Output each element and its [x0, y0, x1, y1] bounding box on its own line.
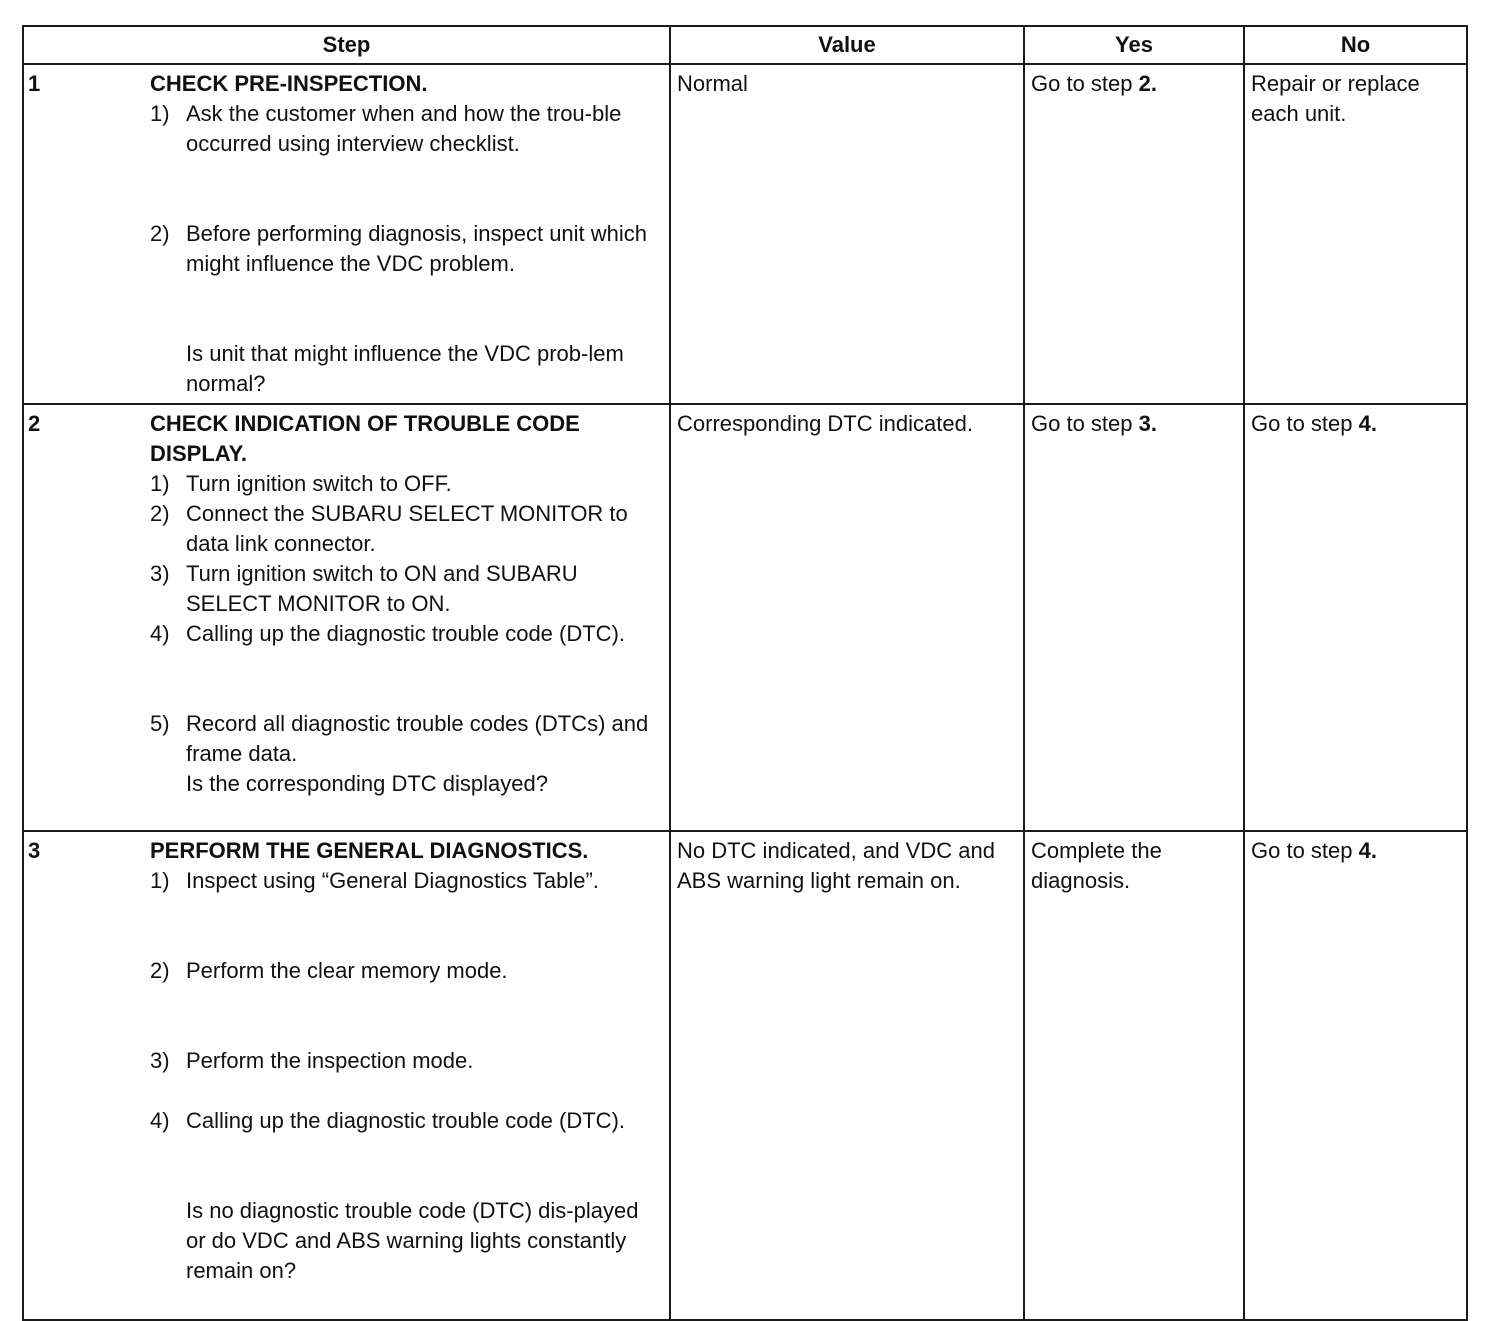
substep-text: Perform the inspection mode.	[186, 1048, 474, 1073]
substep-text: Ask the customer when and how the trou-ble occurred using interview checklist.	[186, 101, 622, 156]
substep	[150, 559, 663, 619]
step-question: Is no diagnostic trouble code (DTC) dis-played or do VDC and ABS warning lights constantly remain on?	[186, 1198, 639, 1283]
substep-text: Calling up the diagnostic trouble code (DTC).	[186, 1108, 626, 1133]
value-cell: No DTC indicated, and VDC and ABS warning light remain on.	[670, 831, 1024, 1320]
table-row	[23, 64, 1467, 404]
table-row	[23, 404, 1467, 831]
step-number: 1	[28, 71, 41, 96]
no-text: Go to step	[1251, 411, 1359, 436]
step-heading: CHECK INDICATION OF TROUBLE CODE DISPLAY.	[150, 411, 580, 466]
substep	[150, 956, 663, 986]
substep	[150, 709, 663, 769]
substep-text: Connect the SUBARU SELECT MONITOR to data link connector.	[186, 501, 628, 556]
yes-cell	[1024, 64, 1244, 404]
substep	[150, 499, 663, 559]
step-heading: PERFORM THE GENERAL DIAGNOSTICS.	[150, 838, 589, 863]
yes-cell	[1024, 831, 1244, 1320]
header-yes: Yes	[1024, 26, 1244, 64]
header-row	[23, 26, 1467, 64]
no-cell	[1244, 64, 1467, 404]
substep-number: 4)	[150, 1108, 170, 1133]
header-no: No	[1244, 26, 1467, 64]
substep-number: 2)	[150, 221, 170, 246]
step-number: 3	[28, 838, 41, 863]
step-cell	[23, 64, 670, 404]
substep-text: Inspect using “General Diagnostics Table”.	[186, 868, 599, 893]
substep	[150, 1106, 663, 1136]
no-step-ref: 4.	[1358, 411, 1377, 436]
substep-number: 1)	[150, 868, 170, 893]
substep-number: 2)	[150, 501, 170, 526]
no-text: Go to step	[1251, 838, 1359, 863]
header-value: Value	[670, 26, 1024, 64]
no-cell	[1244, 404, 1467, 831]
substep-number: 4)	[150, 621, 170, 646]
substep-number: 3)	[150, 561, 170, 586]
substep-number: 3)	[150, 1048, 170, 1073]
substep-number: 1)	[150, 101, 170, 126]
substep-text: Calling up the diagnostic trouble code (DTC).	[186, 621, 626, 646]
yes-text: Go to step	[1031, 71, 1139, 96]
substep	[150, 619, 663, 649]
step-number: 2	[28, 411, 41, 436]
substep-number: 5)	[150, 711, 170, 736]
yes-cell	[1024, 404, 1244, 831]
yes-step-ref: 2.	[1138, 71, 1157, 96]
substep	[150, 219, 663, 279]
no-cell	[1244, 831, 1467, 1320]
step-question: Is the corresponding DTC displayed?	[186, 771, 548, 796]
yes-text: Go to step	[1031, 411, 1139, 436]
value-cell: Corresponding DTC indicated.	[670, 404, 1024, 831]
substep-text: Perform the clear memory mode.	[186, 958, 508, 983]
substep	[150, 99, 663, 159]
yes-step-ref: 3.	[1138, 411, 1157, 436]
table-row	[23, 831, 1467, 1320]
step-cell	[23, 831, 670, 1320]
diagnosis-table	[22, 25, 1468, 1321]
substep-text: Before performing diagnosis, inspect unit which might influence the VDC problem.	[186, 221, 648, 276]
substep	[150, 866, 663, 896]
substep	[150, 1046, 663, 1076]
substep-text: Turn ignition switch to OFF.	[186, 471, 452, 496]
substep	[150, 469, 663, 499]
value-cell: Normal	[670, 64, 1024, 404]
substep-text: Record all diagnostic trouble codes (DTCs) and frame data.	[186, 711, 649, 766]
header-step: Step	[23, 26, 670, 64]
no-step-ref: 4.	[1358, 838, 1377, 863]
no-text: Repair or replace each unit.	[1251, 71, 1420, 126]
step-cell	[23, 404, 670, 831]
step-heading: CHECK PRE-INSPECTION.	[150, 71, 428, 96]
step-question: Is unit that might influence the VDC prob-lem normal?	[186, 341, 624, 396]
yes-text: Complete the diagnosis.	[1031, 838, 1162, 893]
substep-number: 1)	[150, 471, 170, 496]
substep-number: 2)	[150, 958, 170, 983]
substep-text: Turn ignition switch to ON and SUBARU SELECT MONITOR to ON.	[186, 561, 578, 616]
